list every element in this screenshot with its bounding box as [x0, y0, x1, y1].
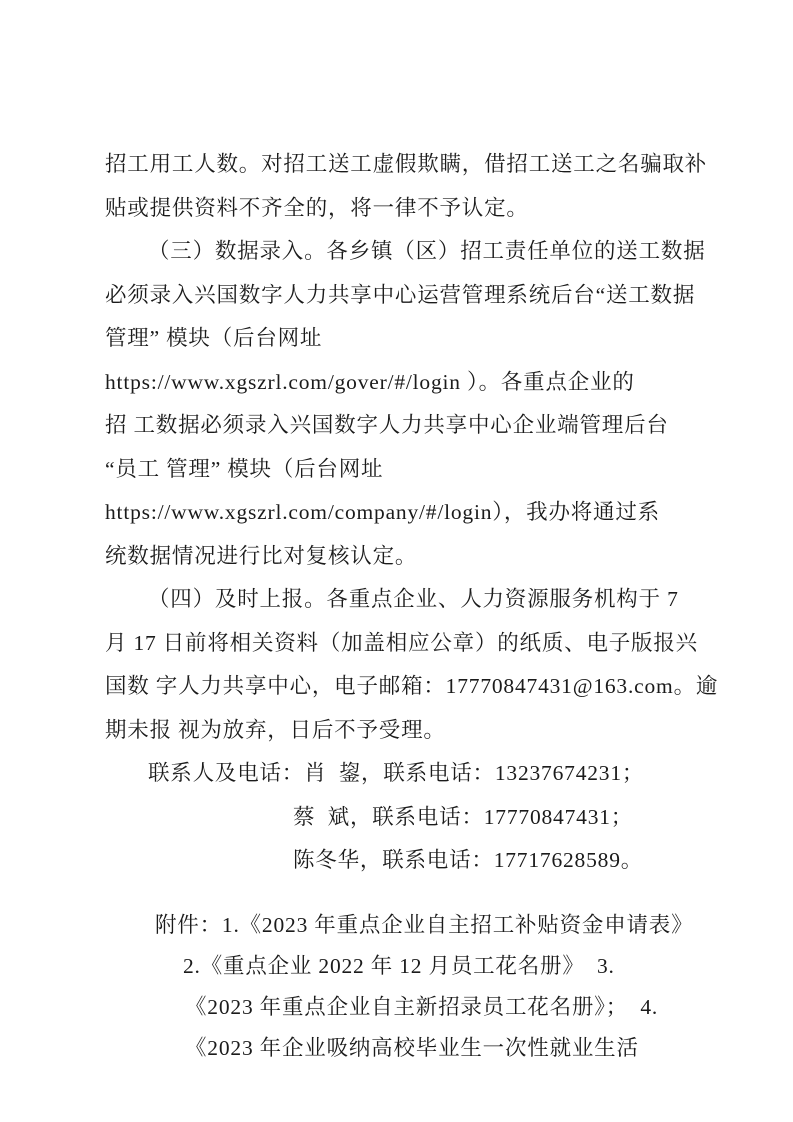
body-line: 贴或提供资料不齐全的，将一律不予认定。 [105, 195, 529, 220]
contact-line: 蔡 斌，联系电话：17770847431； [293, 804, 634, 829]
body-line: 管理” 模块（后台网址 [105, 326, 323, 350]
body-line: 统数据情况进行比对复核认定。 [105, 543, 418, 568]
paragraph-start-line: （三）数据录入。各乡镇（区）招工责任单位的送工数据 [148, 239, 706, 263]
body-line: “员工 管理” 模块（后台网址 [105, 456, 384, 481]
paragraph-start-line: （四）及时上报。各重点企业、人力资源服务机构于 7 [148, 587, 679, 611]
attachment-line: 《2023 年企业吸纳高校毕业生一次性就业生活 [185, 1035, 639, 1060]
body-line: 招 工数据必须录入兴国数字人力共享中心企业端管理后台 [105, 413, 669, 437]
blank-line [105, 883, 793, 905]
body-line: 招工用工人数。对招工送工虚假欺瞒，借招工送工之名骗取补 [105, 152, 708, 176]
contact-line: 联系人及电话：肖 鋆，联系电话：13237674231； [148, 761, 645, 785]
body-line: 国数 字人力共享中心，电子邮箱：17770847431@163.com。逾 [105, 674, 719, 698]
attachment-line: 《2023 年重点企业自主新招录员工花名册》； 4. [185, 994, 659, 1019]
body-line: 月 17 日前将相关资料（加盖相应公章）的纸质、电子版报兴 [105, 630, 698, 655]
attachment-line: 2.《重点企业 2022 年 12 月员工花名册》 3. [183, 953, 615, 978]
url-line: https://www.xgszrl.com/company/#/login），我办将通过系 [105, 500, 660, 524]
contact-line: 陈冬华，联系电话：17717628589。 [293, 848, 644, 872]
url-line: https://www.xgszrl.com/gover/#/login ）。各重点企业的 [105, 369, 635, 394]
body-line: 必须录入兴国数字人力共享中心运营管理系统后台“送工数据 [105, 282, 696, 307]
body-line: 期未报 视为放弃，日后不予受理。 [105, 717, 446, 742]
attachments-heading-line: 附件：1.《2023 年重点企业自主招工补贴资金申请表》 [155, 912, 694, 937]
